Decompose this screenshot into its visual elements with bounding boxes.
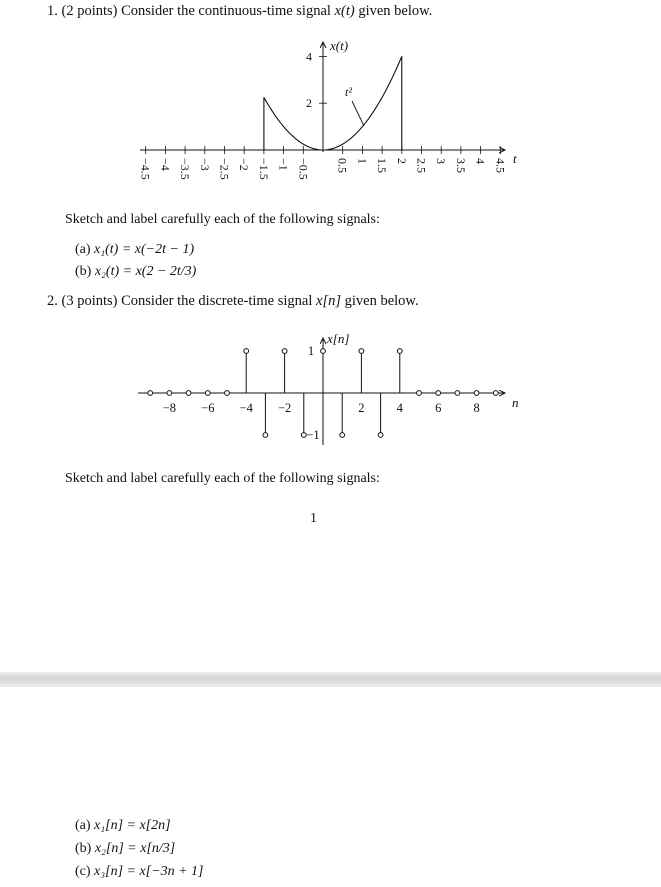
y-axis-label: x(t) (330, 38, 349, 53)
discrete-signal-plot (0, 320, 661, 450)
ct-labels (139, 38, 517, 180)
curve-parabola-t-2 (264, 56, 402, 150)
stem-marker (148, 391, 153, 396)
y-tick-label: 2 (306, 96, 312, 111)
q2-instruction: Sketch and label carefully each of the following signals: (65, 471, 380, 486)
q2-item-c-expr: x₃[n] = x[−3n + 1] (94, 864, 204, 879)
q1-item-b (75, 264, 196, 280)
continuous-signal-plot (0, 0, 661, 210)
stem-marker (244, 349, 249, 354)
stem-marker (282, 349, 287, 354)
y-axis-label: x[n] (327, 331, 350, 346)
x-tick-label: 0.5 (335, 158, 350, 173)
stem-marker (378, 433, 383, 438)
q2-statement (47, 293, 419, 310)
stem-marker (186, 391, 191, 396)
x-tick-label: 3.5 (453, 158, 468, 173)
stem-marker (321, 349, 326, 354)
n-tick-label: 4 (396, 401, 403, 415)
stem-marker (167, 391, 172, 396)
stem-marker (225, 391, 230, 396)
x-tick-label: 3 (434, 158, 449, 164)
n-tick-label: −4 (239, 401, 253, 415)
q1-item-b-expr: x₂(t) = x(2 − 2t/3) (94, 264, 197, 279)
x-tick-label: 4.5 (493, 158, 508, 173)
x-tick-label: −4.5 (138, 158, 153, 180)
x-tick-label: 2 (394, 158, 409, 164)
q1-instruction: Sketch and label carefully each of the following signals: (65, 212, 380, 227)
dt-labels (163, 331, 519, 442)
x-tick-label: 4 (473, 158, 488, 164)
stem-marker (417, 391, 422, 396)
q2-text-pre: Consider the discrete-time signal (121, 293, 313, 309)
q2-points: (3 points) (61, 293, 118, 309)
n-tick-label: −6 (201, 401, 215, 415)
x-tick-label: 1 (355, 158, 370, 164)
stem-marker (205, 391, 210, 396)
y-tick-label: 4 (306, 49, 312, 64)
q1-number: 1. (47, 3, 58, 19)
q2-item-b-label: (b) (75, 841, 92, 856)
ct-axes (140, 42, 505, 152)
q1-item-b-label: (b) (75, 264, 92, 279)
q2-item-c (75, 864, 203, 880)
x-tick-label: −3 (197, 158, 212, 171)
q2-item-b-expr: x₂[n] = x[n/3] (94, 841, 176, 856)
x-axis-label: n (512, 395, 519, 410)
q1-item-a-expr: x₁(t) = x(−2t − 1) (94, 242, 195, 257)
q2-signal: x[n] (316, 293, 341, 309)
q1-item-a-label: (a) (75, 242, 91, 257)
stem-marker (493, 391, 498, 396)
q1-points: (2 points) (61, 3, 118, 19)
x-tick-label: −1.5 (256, 158, 271, 180)
n-tick-label: 2 (358, 401, 365, 415)
q1-text-pre: Consider the continuous-time signal (121, 3, 331, 19)
x-tick-label: −2 (237, 158, 252, 171)
q1-text-post: given below. (358, 3, 433, 19)
q2-item-b (75, 841, 175, 857)
stem-marker (474, 391, 479, 396)
page-separator (0, 672, 661, 687)
x-tick-label: −1 (276, 158, 291, 171)
stem-marker (397, 349, 402, 354)
q2-item-a-label: (a) (75, 818, 91, 833)
stem-marker (263, 433, 268, 438)
dt-axes (138, 338, 505, 445)
stem-marker (455, 391, 460, 396)
q2-item-a-expr: x₁[n] = x[2n] (94, 818, 171, 833)
x-axis-label: t (513, 151, 517, 166)
stem-marker (359, 349, 364, 354)
ct-curve (264, 56, 402, 150)
n-tick-label: −8 (162, 401, 177, 415)
n-tick-label: −2 (277, 401, 292, 415)
q2-item-c-label: (c) (75, 864, 91, 879)
page-number: 1 (310, 511, 317, 526)
annotation-pointer (352, 101, 364, 126)
stem-marker (340, 433, 345, 438)
q2-number: 2. (47, 293, 58, 309)
y-tick-label: −1 (306, 428, 320, 442)
q2-item-a (75, 818, 171, 834)
x-tick-label: −0.5 (296, 158, 311, 180)
y-tick-label: 1 (307, 344, 315, 358)
stem-marker (436, 391, 441, 396)
annotation-t-squared: t² (345, 85, 352, 99)
n-tick-label: 6 (435, 401, 442, 415)
q1-signal: x(t) (334, 3, 355, 19)
x-tick-label: −2.5 (217, 158, 232, 180)
n-tick-label: 8 (473, 401, 480, 415)
x-tick-label: 2.5 (414, 158, 429, 173)
x-tick-label: −4 (158, 158, 173, 171)
q2-text-post: given below. (344, 293, 419, 309)
q1-item-a (75, 242, 194, 258)
x-tick-label: −3.5 (178, 158, 193, 180)
x-tick-label: 1.5 (375, 158, 390, 173)
